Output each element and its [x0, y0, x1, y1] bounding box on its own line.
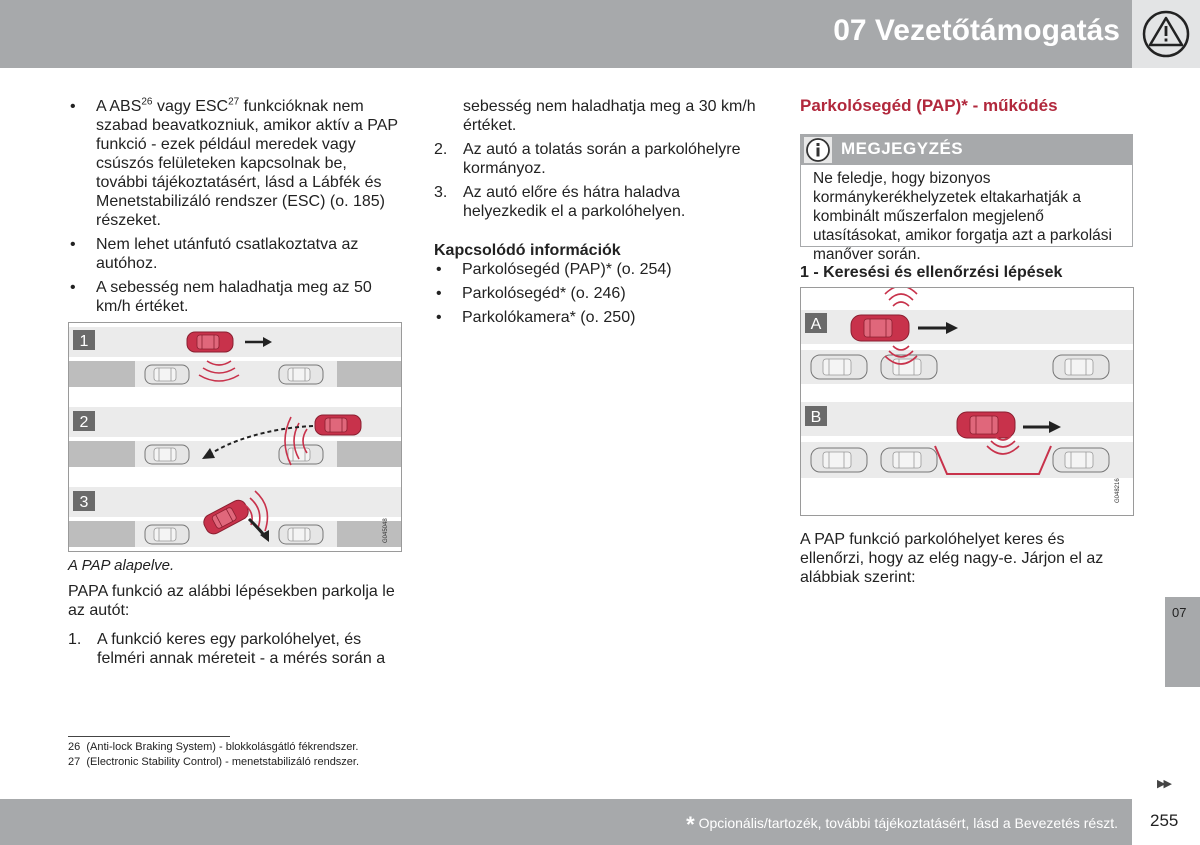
bullet-icon: •	[436, 309, 442, 326]
list-item: 2. Az autó a tolatás során a parkolóhelyre kormányoz.	[434, 141, 741, 177]
figure-step-label: A	[810, 316, 822, 333]
middle-column	[434, 97, 764, 332]
bullet-icon: •	[70, 98, 76, 115]
figure-step-label: 1	[79, 333, 89, 350]
note-title: MEGJEGYZÉS	[841, 139, 964, 158]
footnote-ref[interactable]: 26	[141, 96, 153, 108]
bullet-icon: •	[70, 279, 76, 296]
search-steps-figure	[800, 287, 1134, 516]
footnote-ref[interactable]: 27	[228, 96, 240, 108]
chapter-header	[0, 0, 1132, 68]
steps-list-continued	[434, 140, 764, 221]
chapter-side-tab[interactable]	[1165, 597, 1200, 687]
list-item: • A ABS$^{26}$ vagy ESC$^{27}$ funkcióknak nem szabad beavatkozniuk, amikor aktív a PAP funkció - ezek például meredek vagy csúszós felületeken kapcsolnak be, további tájékoztatásért, lásd a Lábfék és Menetstabilizáló rendszer (ESC) (o. 185) részeket.	[70, 96, 398, 229]
side-tab-label: 07	[1172, 605, 1187, 620]
footer-note: * Opcionális/tartozék, további tájékoztatásért, lásd a Bevezetés részt.	[686, 812, 1118, 837]
bullet-icon: •	[70, 236, 76, 253]
chapter-icon-box	[1132, 0, 1200, 68]
left-column	[68, 97, 398, 321]
figure-step-label: 3	[79, 494, 89, 511]
chapter-title: 07 Vezetőtámogatás	[833, 14, 1120, 47]
double-arrow-right-icon[interactable]: ▶▶	[1157, 778, 1170, 790]
related-link[interactable]: • Parkolókamera* (o. 250)	[436, 309, 636, 326]
note-box	[800, 134, 1133, 263]
step-continuation: sebesség nem haladhatja meg a 30 km/h értéket.	[463, 98, 756, 134]
figure-code: G045048	[383, 518, 389, 543]
section-title: Parkolósegéd (PAP)* - működés	[800, 96, 1058, 115]
note-body: Ne feledje, hogy bizonyos kormánykerékhelyzetek eltakarhatják a kombinált műszerfalon megjelenő utasításokat, amikor forgatja azt a parkolási manőver során.	[813, 170, 1112, 263]
bullet-icon: •	[436, 261, 442, 278]
note-header	[801, 135, 1132, 165]
intro-paragraph: PAPA funkció az alábbi lépésekben parkolja le az autót:	[68, 583, 395, 619]
info-icon	[804, 137, 832, 163]
pap-principle-figure	[68, 322, 402, 552]
footnote-rule	[68, 736, 230, 737]
list-item: 3. Az autó előre és hátra haladva helyezkedik el a parkolóhelyen.	[434, 184, 686, 220]
list-item: • A sebesség nem haladhatja meg az 50 km/h értéket.	[70, 279, 372, 315]
warning-triangle-icon	[1141, 9, 1191, 59]
related-heading: Kapcsolódó információk	[434, 242, 621, 259]
right-paragraph: A PAP funkció parkolóhelyet keres és ellenőrzi, hogy az elég nagy-e. Járjon el az alábbiak szerint:	[800, 531, 1104, 586]
list-item: 1. A funkció keres egy parkolóhelyet, és felméri annak méreteit - a mérés során a	[68, 631, 386, 667]
figure-step-label: 2	[79, 414, 89, 431]
steps-list	[68, 630, 398, 668]
related-link[interactable]: • Parkolósegéd* (o. 246)	[436, 285, 626, 302]
figure-caption: A PAP alapelve.	[68, 557, 175, 574]
footnote: 26 (Anti-lock Braking System) - blokkolásgátló fékrendszer.	[68, 741, 359, 753]
page-number: 255	[1132, 799, 1200, 845]
figure-code: G048216	[1115, 478, 1121, 503]
footnote: 27 (Electronic Stability Control) - menetstabilizáló rendszer.	[68, 756, 360, 768]
related-link[interactable]: • Parkolósegéd (PAP)* (o. 254)	[436, 261, 672, 278]
page-footer	[0, 799, 1132, 845]
related-links	[434, 260, 764, 327]
requirements-list	[68, 97, 398, 316]
list-item: • Nem lehet utánfutó csatlakoztatva az autóhoz.	[70, 236, 359, 272]
figure-step-label: B	[810, 409, 822, 426]
bullet-icon: •	[436, 285, 442, 302]
left-column-lower	[68, 582, 398, 673]
sub-heading: 1 - Keresési és ellenőrzési lépések	[800, 264, 1063, 281]
